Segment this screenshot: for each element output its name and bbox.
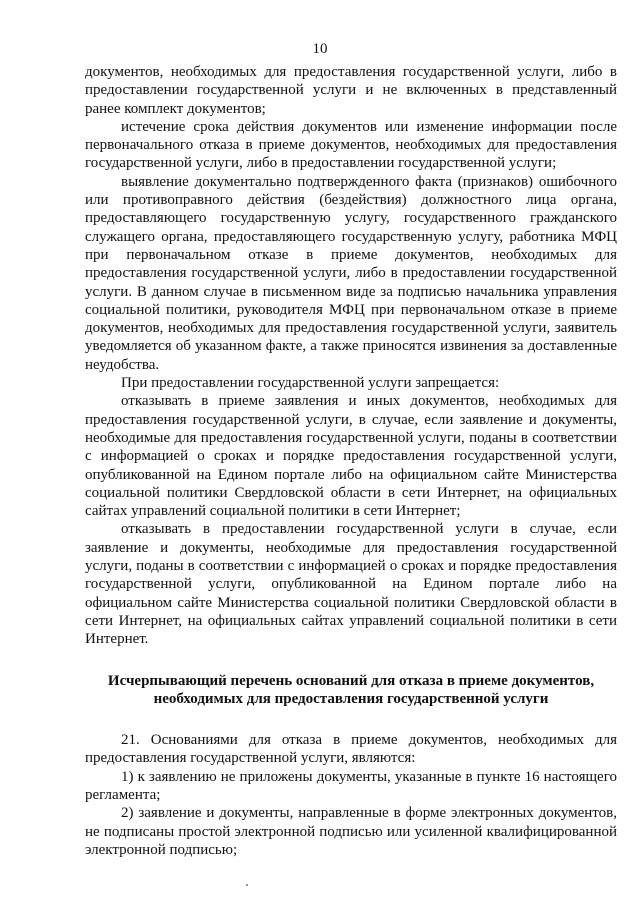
paragraph: отказывать в приеме заявления и иных документов, необходимых для предоставления государственной услуги, в случае, если заявление и документы, необходимые для предоставления государственной услуги, поданы в соответствии с информацией о сроках и порядке предоставления государственной услуги, опубликованной на Едином портале либо на официальном сайте Министерства социальной политики Свердловской области в сети Интернет, на официальных сайтах управлений социальной политики в сети Интернет;	[85, 393, 617, 520]
paragraph: 2) заявление и документы, направленные в форме электронных документов, не подписаны простой электронной подписью или усиленной квалифицированной электронной подписью;	[85, 805, 617, 858]
section-heading-line: необходимых для предоставления государственной услуги	[153, 690, 549, 707]
paragraph: истечение срока действия документов или изменение информации после первоначального отказа в приеме документов, необходимых для предоставления государственной услуги, либо в предоставлении государственной услуги;	[85, 118, 617, 172]
page-number: 10	[312, 41, 328, 57]
scan-speck	[246, 884, 248, 886]
document-body	[85, 63, 617, 859]
paragraph: отказывать в предоставлении государственной услуги в случае, если заявление и документы, необходимые для предоставления государственной услуги, поданы в соответствии с информацией о сроках и порядке предоставления государственной услуги, опубликованной на Едином портале либо на официальном сайте Министерства социальной политики Свердловской области в сети Интернет, на официальных сайтах управлений социальной политики в сети Интернет.	[85, 521, 617, 648]
paragraph: 21. Основаниями для отказа в приеме документов, необходимых для предоставления государственной услуги, являются:	[85, 732, 617, 767]
paragraph: 1) к заявлению не приложены документы, указанные в пункте 16 настоящего регламента;	[85, 768, 617, 803]
paragraph: При предоставлении государственной услуги запрещается:	[121, 375, 500, 392]
paragraph: выявление документально подтвержденного факта (признаков) ошибочного или противоправного действия (бездействия) должностного лица органа, предоставляющего государственную услугу, государственного гражданского служащего органа, предоставляющего государственную услугу, работника МФЦ при первоначальном отказе в приеме документов, необходимых для предоставления государственной услуги, либо в предоставлении государственной услуги. В данном случае в письменном виде за подписью начальника управления социальной политики, руководителя МФЦ при первоначальном отказе в приеме документов, необходимых для предоставления государственной услуги, заявитель уведомляется об указанном факте, а также приносятся извинения за доставленные неудобства.	[85, 173, 617, 373]
paragraph: документов, необходимых для предоставления государственной услуги, либо в предоставлении государственной услуги и не включенных в представленный ранее комплект документов;	[85, 64, 617, 117]
section-heading-line: Исчерпывающий перечень оснований для отказа в приеме документов,	[107, 672, 595, 689]
section-heading	[85, 672, 617, 709]
